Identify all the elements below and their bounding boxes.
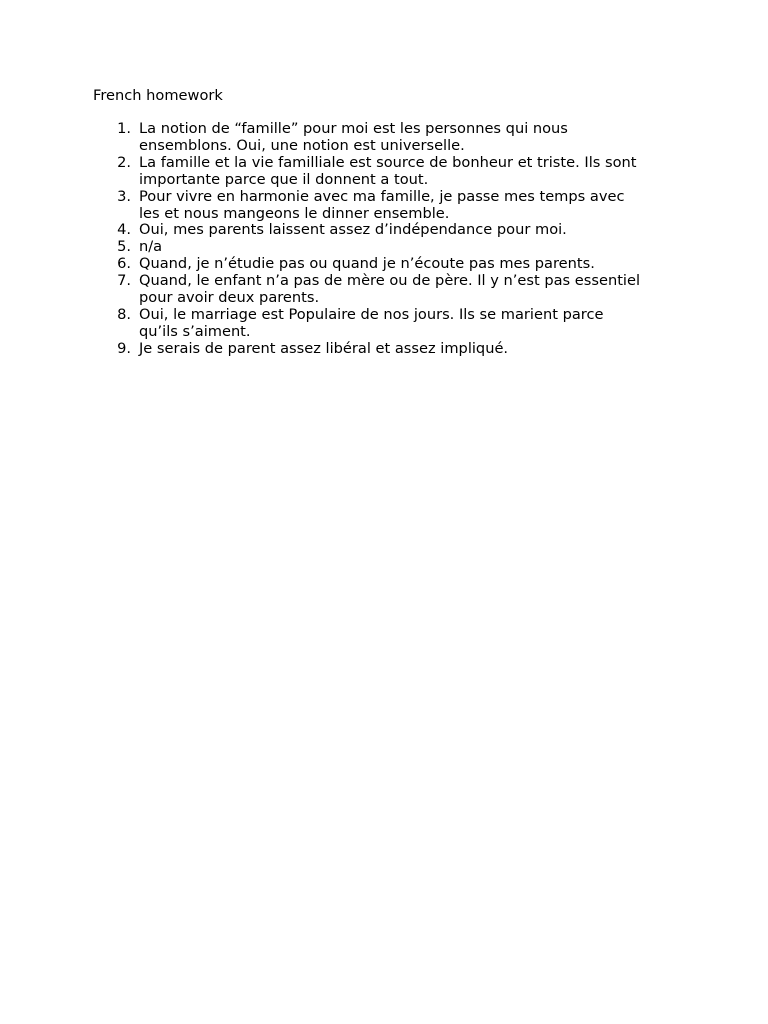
answer-text-line: Oui, le marriage est Populaire de nos jours. Ils se marient parce: [139, 305, 604, 323]
answer-item-7: [93, 273, 693, 307]
answer-text-line: La famille et la vie familliale est source de bonheur et triste. Ils sont: [139, 153, 637, 171]
answer-number: 7.: [117, 272, 131, 290]
answer-item-3: [93, 189, 693, 223]
answer-text-line: Quand, je n’étudie pas ou quand je n’écoute pas mes parents.: [139, 255, 595, 273]
answer-number: 2.: [117, 153, 131, 171]
answer-text-line: les et nous mangeons le dinner ensemble.: [139, 204, 450, 222]
answer-number: 1.: [117, 120, 131, 137]
answer-text-line: La notion de “famille” pour moi est les personnes qui nous: [139, 120, 568, 137]
answer-item-6: [93, 256, 693, 273]
answer-text-line: pour avoir deux parents.: [139, 289, 320, 307]
document-title: French homework: [93, 87, 223, 104]
answer-number: 8.: [117, 305, 131, 323]
answer-text-line: Je serais de parent assez libéral et assez impliqué.: [139, 339, 509, 357]
answer-number: 4.: [117, 221, 131, 239]
answer-text-line: ensemblons. Oui, une notion est universelle.: [139, 136, 465, 154]
answer-number: 5.: [117, 238, 131, 256]
answer-item-5: [93, 239, 693, 256]
answer-number: 9.: [117, 339, 131, 357]
answer-text-line: qu’ils s’aiment.: [139, 322, 251, 340]
answer-item-1: [93, 121, 693, 155]
answer-text-line: Oui, mes parents laissent assez d’indépendance pour moi.: [139, 221, 567, 239]
answer-list: [93, 121, 693, 358]
answer-item-4: [93, 222, 693, 239]
answer-text-line: Pour vivre en harmonie avec ma famille, je passe mes temps avec: [139, 187, 625, 205]
answer-item-2: [93, 155, 693, 189]
answer-item-8: [93, 307, 693, 341]
answer-text-line: n/a: [139, 238, 163, 256]
answer-item-9: [93, 341, 693, 358]
answer-number: 3.: [117, 187, 131, 205]
answer-number: 6.: [117, 255, 131, 273]
answer-text-line: importante parce que il donnent a tout.: [139, 170, 429, 188]
answer-text-line: Quand, le enfant n’a pas de mère ou de père. Il y n’est pas essentiel: [139, 272, 641, 290]
